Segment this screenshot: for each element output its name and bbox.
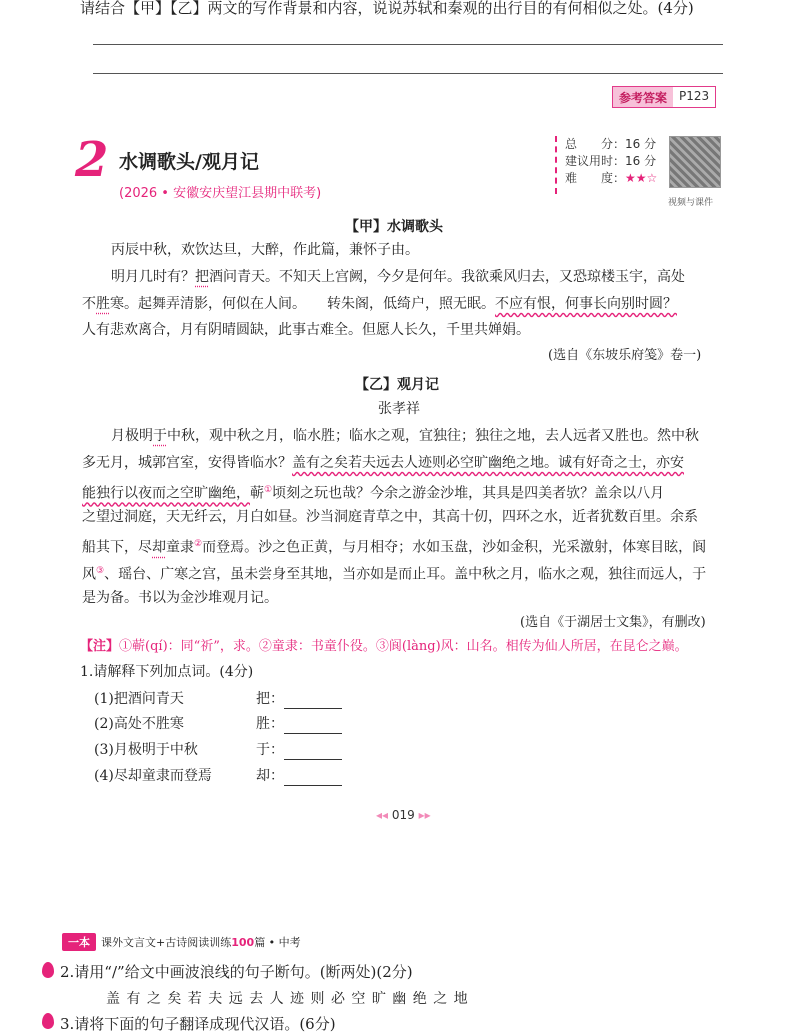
dotted-word: 胜	[96, 296, 110, 312]
page-number: ◂◂ 019 ▸▸	[376, 808, 431, 822]
right-arrow-icon: ▸▸	[418, 808, 431, 822]
yi-line-6: 风③、瑶台、广寒之宫，虽未尝身至其地，当亦如是而止耳。盖中秋之月，临水之观，独往而远人，于	[82, 566, 707, 583]
book-footer: 一本 课外文言文+古诗阅读训练 100 篇 • 中考	[62, 933, 301, 951]
question-1-title: 1.请解释下列加点词。(4分)	[80, 664, 254, 680]
jia-preface: 丙辰中秋，欢饮达旦，大醉，作此篇，兼怀子由。	[111, 242, 419, 258]
q1-item-answer[interactable]: 胜：	[256, 714, 342, 734]
info-total: 总 分：16 分	[565, 137, 657, 151]
yi-citation: (选自《于湖居士文集》，有删改)	[520, 615, 706, 630]
book-logo: 一本	[62, 933, 96, 951]
question-4: 请结合【甲】【乙】两文的写作背景和内容，说说苏轼和秦观的出行目的有何相似之处。(4分)	[80, 0, 694, 17]
wavy-sentence: 盖有之矣若夫远去人迹则必空旷幽绝之地。	[292, 455, 558, 471]
q1-item-phrase: (4)尽却童隶而登焉	[94, 768, 212, 784]
yi-line-3: 能独行以夜而之空旷幽绝，蕲①顷刻之玩也哉？今余之游金沙堆，其具是四美者欤？盖余以八月	[82, 485, 665, 502]
qr-caption: 视频与课件	[668, 198, 714, 208]
yi-line-4: 之望过洞庭，天无纤云，月白如昼。沙当洞庭青草之中，其高十仞，四环之水，近者犹数百里。余系	[82, 509, 698, 525]
wavy-sentence: 能独行以夜而之空旷幽绝，	[82, 485, 250, 502]
annotation-note: 【注】①蕲(qí)：同“祈”，求。②童隶：书童仆役。③阆(làng)风：山名。相传为仙人所居，在昆仑之巅。	[80, 639, 688, 654]
difficulty-stars-icon: ★★☆	[625, 171, 658, 185]
yi-heading: 【乙】观月记	[355, 377, 439, 393]
section-source: (2026 • 安徽安庆望江县期中联考)	[119, 186, 322, 201]
info-difficulty: 难 度：★★☆	[565, 171, 658, 185]
q1-item-answer[interactable]: 把：	[256, 689, 342, 709]
left-arrow-icon: ◂◂	[376, 808, 389, 822]
yi-line-5: 船其下，尽却童隶②而登焉。沙之色正黄，与月相夺；水如玉盘，沙如金积，光采激射，体寒目眩，阆	[82, 539, 707, 556]
wavy-sentence: 不应有恨，何事长向别时圆？	[495, 296, 677, 312]
info-time: 建议用时：16 分	[565, 154, 657, 168]
section-number: 2	[75, 132, 109, 188]
flame-icon	[42, 962, 54, 978]
yi-line-7: 是为备。书以为金沙堆观月记。	[82, 590, 278, 606]
dotted-word: 于	[153, 428, 167, 444]
flame-icon	[42, 1013, 54, 1029]
section-title: 水调歌头/观月记	[119, 151, 259, 173]
dotted-word: 却	[152, 539, 166, 556]
question-2-sentence: 盖 有 之 矣 若 夫 远 去 人 迹 则 必 空 旷 幽 绝 之 地	[106, 991, 469, 1007]
info-box	[555, 136, 667, 194]
yi-line-2: 多无月，城郭宫室，安得皆临水？盖有之矣若夫远去人迹则必空旷幽绝之地。诚有好奇之士，亦安	[82, 455, 684, 471]
q1-item-phrase: (3)月极明于中秋	[94, 742, 198, 758]
q1-item-phrase: (1)把酒问青天	[94, 691, 184, 707]
answer-tag-label: 参考答案	[613, 87, 673, 107]
jia-line-1: 明月几时有？把酒问青天。不知天上宫阙，今夕是何年。我欲乘风归去，又恐琼楼玉宇，高处	[111, 269, 685, 285]
q1-item-answer[interactable]: 却：	[256, 766, 342, 786]
jia-line-3: 人有悲欢离合，月有阴晴圆缺，此事古难全。但愿人长久，千里共婵娟。	[82, 322, 530, 338]
question-3: 3.请将下面的句子翻译成现代汉语。(6分)	[60, 1015, 336, 1033]
dotted-word: 把	[195, 269, 209, 285]
question-2: 2.请用“/”给文中画波浪线的句子断句。(断两处)(2分)	[60, 963, 413, 981]
wavy-sentence: 诚有好奇之士，亦安	[558, 455, 684, 471]
jia-citation: (选自《东坡乐府笺》卷一)	[548, 348, 702, 363]
answer-line[interactable]	[93, 73, 723, 74]
jia-line-2: 不胜寒。起舞弄清影，何似在人间。 转朱阁，低绮户，照无眠。不应有恨，何事长向别时圆？	[82, 296, 677, 312]
q1-item-answer[interactable]: 于：	[256, 740, 342, 760]
yi-line-1: 月极明于中秋，观中秋之月，临水胜；临水之观，宜独往；独往之地，去人远者又胜也。然中秋	[111, 428, 699, 444]
qr-code-icon[interactable]	[669, 136, 721, 188]
answer-reference-tag[interactable]	[612, 86, 716, 108]
jia-heading: 【甲】水调歌头	[345, 219, 443, 235]
yi-author: 张孝祥	[378, 401, 420, 417]
answer-tag-page: P123	[673, 87, 715, 107]
answer-line[interactable]	[93, 44, 723, 45]
q1-item-phrase: (2)高处不胜寒	[94, 716, 184, 732]
